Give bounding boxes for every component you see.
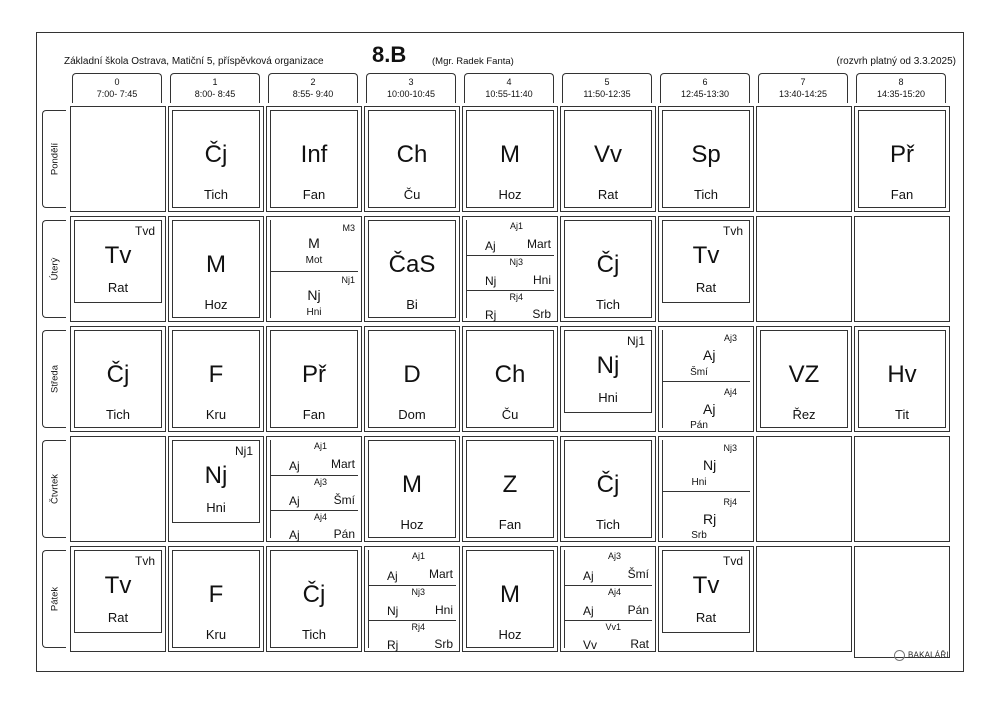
lesson-teacher: Tich: [301, 627, 327, 642]
lesson-teacher: Řez: [792, 407, 816, 422]
lesson-subject: Př: [890, 141, 914, 168]
bakalari-brand: BAKALÁŘI: [908, 650, 949, 660]
lesson-teacher: Pán: [333, 527, 355, 541]
lesson-subject: Z: [502, 471, 518, 498]
lesson-subject: Aj: [289, 459, 300, 473]
lesson-cell-tue-1[interactable]: [168, 216, 264, 322]
period-time: 10:55-11:40: [485, 89, 533, 99]
lesson-subject: M: [500, 581, 520, 608]
day-label-text: Středa: [49, 365, 60, 393]
lesson-teacher: Rat: [107, 280, 129, 295]
period-header-7: [758, 73, 848, 103]
period-header-5: [562, 73, 652, 103]
lesson-subject: Aj: [703, 401, 716, 417]
split-divider: [368, 620, 456, 621]
period-time: 14:35-15:20: [876, 89, 926, 99]
split-divider: [564, 620, 652, 621]
lesson-group: Aj3: [723, 333, 737, 343]
lesson-subject: ČaS: [388, 251, 436, 278]
lesson-cell-fri-1[interactable]: [168, 546, 264, 652]
lesson-teacher: Pán: [690, 420, 708, 431]
lesson-group: Rj4: [509, 292, 523, 302]
lesson-subject: Nj: [596, 352, 620, 379]
lesson-subject: F: [208, 361, 224, 388]
lesson-teacher: Rat: [597, 187, 619, 202]
period-header-6: [660, 73, 750, 103]
day-label-monday: [42, 110, 66, 208]
lesson-teacher: Šmí: [627, 567, 649, 581]
lesson-cell-tue-2[interactable]: [266, 216, 362, 322]
lesson-cell-thu-8: [854, 436, 950, 542]
period-number: 3: [408, 77, 414, 87]
lesson-cell-wed-0[interactable]: [70, 326, 166, 432]
lesson-teacher: Hni: [532, 273, 551, 287]
lesson-teacher: Tich: [595, 517, 621, 532]
period-time: 8:55- 9:40: [292, 89, 334, 99]
lesson-teacher: Hoz: [498, 187, 522, 202]
lesson-group: Aj4: [607, 587, 621, 597]
split-divider: [270, 510, 358, 511]
lesson-subject: M: [402, 471, 422, 498]
split-divider: [270, 271, 358, 272]
lesson-group: Rj4: [411, 622, 425, 632]
lesson-subject: Ch: [396, 141, 428, 168]
lesson-teacher: Hni: [691, 477, 707, 488]
lesson-teacher: Šmí: [333, 493, 355, 507]
lesson-subject: D: [403, 361, 421, 388]
lesson-group: Nj1: [626, 334, 645, 348]
split-divider: [564, 585, 652, 586]
lesson-teacher: Kru: [205, 627, 227, 642]
period-header-4: [464, 73, 554, 103]
lesson-cell-fri-3[interactable]: [364, 546, 460, 652]
bakalari-icon: [894, 650, 905, 661]
lesson-subject: Tv: [104, 572, 132, 599]
lesson-group: Vv1: [605, 622, 621, 632]
period-time: 11:50-12:35: [583, 89, 631, 99]
lesson-group: Tvd: [134, 224, 155, 238]
lesson-cell-thu-3[interactable]: [364, 436, 460, 542]
lesson-cell-tue-4[interactable]: [462, 216, 558, 322]
lesson-cell-wed-7[interactable]: [756, 326, 852, 432]
lesson-teacher: Dom: [398, 407, 426, 422]
lesson-teacher: Tich: [105, 407, 131, 422]
lesson-teacher: Tit: [895, 407, 909, 422]
lesson-cell-fri-7: [756, 546, 852, 652]
lesson-subject: Nj: [204, 462, 228, 489]
lesson-cell-tue-0[interactable]: [70, 216, 166, 322]
day-label-text: Pátek: [49, 586, 60, 612]
lesson-cell-wed-6[interactable]: [658, 326, 754, 432]
lesson-teacher: Mart: [331, 457, 355, 471]
lesson-subject: Tv: [692, 242, 720, 269]
lesson-subject: Vv: [593, 141, 622, 168]
lesson-subject: Tv: [692, 572, 720, 599]
lesson-subject: Inf: [300, 141, 328, 168]
lesson-cell-mon-5[interactable]: [560, 106, 656, 212]
lesson-cell-tue-8: [854, 216, 950, 322]
lesson-subject: Aj: [289, 528, 300, 542]
lesson-cell-mon-4[interactable]: [462, 106, 558, 212]
lesson-group: Tvd: [722, 554, 743, 568]
lesson-group: Aj1: [313, 441, 327, 451]
lesson-group: Aj4: [313, 512, 327, 522]
lesson-group: Tvh: [722, 224, 743, 238]
lesson-subject: Aj: [387, 569, 398, 583]
period-number: 1: [212, 77, 218, 87]
lesson-cell-mon-8[interactable]: [854, 106, 950, 212]
lesson-subject: VZ: [788, 361, 820, 388]
lesson-subject: Aj: [703, 347, 716, 363]
lesson-subject: Rj: [387, 638, 399, 652]
lesson-teacher: Mart: [527, 237, 551, 251]
split-divider: [662, 381, 750, 382]
lesson-cell-tue-6[interactable]: [658, 216, 754, 322]
lesson-group: Nj1: [234, 444, 253, 458]
lesson-teacher: Rat: [695, 280, 717, 295]
lesson-cell-fri-2[interactable]: [266, 546, 362, 652]
lesson-teacher: Srb: [434, 637, 453, 651]
period-time: 7:00- 7:45: [96, 89, 138, 99]
day-label-text: Úterý: [49, 257, 60, 281]
lesson-cell-tue-5[interactable]: [560, 216, 656, 322]
lesson-group: Aj1: [411, 551, 425, 561]
lesson-teacher: Hni: [598, 390, 618, 405]
lesson-cell-thu-6[interactable]: [658, 436, 754, 542]
lesson-group: Nj3: [509, 257, 523, 267]
lesson-cell-fri-8: [854, 546, 950, 658]
split-border: [564, 550, 565, 648]
lesson-cell-mon-0: [70, 106, 166, 212]
period-time: 12:45-13:30: [680, 89, 730, 99]
lesson-subject: Rj: [485, 308, 497, 322]
lesson-group: M3: [342, 223, 355, 233]
period-header-1: [170, 73, 260, 103]
lesson-teacher: Hni: [434, 603, 453, 617]
lesson-cell-thu-0: [70, 436, 166, 542]
lesson-teacher: Bi: [406, 297, 418, 312]
lesson-teacher: Tich: [203, 187, 229, 202]
lesson-teacher: Ču: [501, 407, 519, 422]
period-number: 5: [604, 77, 610, 87]
lesson-cell-mon-6[interactable]: [658, 106, 754, 212]
lesson-teacher: Hoz: [498, 627, 522, 642]
lesson-subject: Ch: [494, 361, 526, 388]
lesson-subject: Vv: [583, 638, 598, 652]
lesson-subject: Čj: [596, 251, 620, 278]
lesson-cell-mon-1[interactable]: [168, 106, 264, 212]
lesson-teacher: Fan: [890, 187, 914, 202]
period-number: 4: [506, 77, 512, 87]
lesson-teacher: Mot: [305, 255, 323, 266]
lesson-teacher: Rat: [107, 610, 129, 625]
period-number: 7: [800, 77, 806, 87]
lesson-cell-thu-7: [756, 436, 852, 542]
lesson-cell-mon-7: [756, 106, 852, 212]
lesson-teacher: Hoz: [204, 297, 228, 312]
split-border: [662, 330, 663, 428]
day-label-friday: [42, 550, 66, 648]
lesson-teacher: Kru: [205, 407, 227, 422]
split-border: [270, 440, 271, 538]
lesson-cell-tue-7: [756, 216, 852, 322]
lesson-group: Rj4: [723, 497, 737, 507]
split-border: [662, 440, 663, 538]
lesson-teacher: Tich: [595, 297, 621, 312]
lesson-subject: Tv: [104, 242, 132, 269]
lesson-subject: Př: [302, 361, 326, 388]
lesson-subject: Aj: [485, 239, 496, 253]
bakalari-logo: [894, 650, 949, 661]
lesson-group: Nj1: [341, 275, 355, 285]
split-border: [368, 550, 369, 648]
lesson-subject: M: [500, 141, 520, 168]
lesson-teacher: Fan: [498, 517, 522, 532]
period-number: 8: [898, 77, 904, 87]
lesson-cell-mon-3[interactable]: [364, 106, 460, 212]
lesson-cell-fri-4[interactable]: [462, 546, 558, 652]
school-name: Základní škola Ostrava, Matiční 5, příspěvková organizace: [64, 56, 324, 67]
period-header-3: [366, 73, 456, 103]
lesson-cell-wed-5[interactable]: [560, 326, 656, 432]
lesson-cell-wed-3[interactable]: [364, 326, 460, 432]
lesson-teacher: Mart: [429, 567, 453, 581]
lesson-cell-wed-1[interactable]: [168, 326, 264, 432]
lesson-subject: Aj: [583, 604, 594, 618]
period-header-2: [268, 73, 358, 103]
class-name: 8.B: [372, 42, 407, 67]
lesson-cell-thu-5[interactable]: [560, 436, 656, 542]
lesson-group: Nj3: [723, 443, 737, 453]
lesson-cell-wed-2[interactable]: [266, 326, 362, 432]
lesson-cell-tue-3[interactable]: [364, 216, 460, 322]
lesson-subject: Čj: [596, 471, 620, 498]
lesson-cell-thu-1[interactable]: [168, 436, 264, 542]
lesson-group: Nj3: [411, 587, 425, 597]
lesson-subject: Nj: [703, 457, 717, 473]
lesson-group: Aj1: [509, 221, 523, 231]
lesson-subject: Čj: [302, 581, 326, 608]
lesson-cell-mon-2[interactable]: [266, 106, 362, 212]
day-label-wednesday: [42, 330, 66, 428]
period-time: 10:00-10:45: [386, 89, 436, 99]
lesson-teacher: Rat: [695, 610, 717, 625]
period-number: 2: [310, 77, 316, 87]
lesson-teacher: Srb: [691, 530, 707, 541]
lesson-teacher: Fan: [302, 187, 326, 202]
split-border: [466, 220, 467, 318]
lesson-subject: Čj: [106, 361, 130, 388]
lesson-teacher: Rat: [630, 637, 649, 651]
lesson-teacher: Hoz: [400, 517, 424, 532]
lesson-cell-wed-4[interactable]: [462, 326, 558, 432]
lesson-teacher: Ču: [403, 187, 421, 202]
lesson-subject: Nj: [307, 287, 321, 303]
class-teacher: (Mgr. Radek Fanta): [432, 56, 514, 67]
period-header-8: [856, 73, 946, 103]
lesson-teacher: Tich: [693, 187, 719, 202]
lesson-group: Aj3: [607, 551, 621, 561]
lesson-teacher: Pán: [627, 603, 649, 617]
split-divider: [662, 491, 750, 492]
day-label-thursday: [42, 440, 66, 538]
lesson-cell-thu-2[interactable]: [266, 436, 362, 542]
split-divider: [466, 290, 554, 291]
lesson-group: Tvh: [134, 554, 155, 568]
day-label-tuesday: [42, 220, 66, 318]
period-number: 6: [702, 77, 708, 87]
lesson-subject: Nj: [485, 274, 497, 288]
period-number: 0: [114, 77, 120, 87]
split-divider: [368, 585, 456, 586]
split-divider: [466, 255, 554, 256]
lesson-subject: Hv: [887, 361, 917, 388]
lesson-teacher: Šmí: [690, 367, 708, 378]
lesson-cell-fri-6[interactable]: [658, 546, 754, 652]
lesson-cell-fri-0[interactable]: [70, 546, 166, 652]
lesson-subject: M: [308, 235, 320, 251]
lesson-subject: Aj: [583, 569, 594, 583]
lesson-subject: Rj: [703, 511, 717, 527]
lesson-teacher: Hni: [206, 500, 226, 515]
lesson-cell-fri-5[interactable]: [560, 546, 656, 652]
lesson-cell-wed-8[interactable]: [854, 326, 950, 432]
lesson-subject: M: [206, 251, 226, 278]
lesson-group: Aj4: [723, 387, 737, 397]
period-time: 8:00- 8:45: [194, 89, 236, 99]
day-label-text: Pondělí: [49, 142, 60, 176]
day-label-text: Čtvrtek: [49, 473, 60, 505]
lesson-teacher: Fan: [302, 407, 326, 422]
lesson-cell-thu-4[interactable]: [462, 436, 558, 542]
period-time: 13:40-14:25: [778, 89, 828, 99]
split-divider: [270, 475, 358, 476]
lesson-subject: Čj: [204, 141, 228, 168]
lesson-teacher: Hni: [306, 307, 322, 318]
lesson-subject: Nj: [387, 604, 399, 618]
lesson-subject: Aj: [289, 494, 300, 508]
period-header-0: [72, 73, 162, 103]
lesson-group: Aj3: [313, 477, 327, 487]
lesson-subject: F: [208, 581, 224, 608]
lesson-teacher: Srb: [532, 307, 551, 321]
lesson-subject: Sp: [691, 141, 721, 168]
validity-note: (rozvrh platný od 3.3.2025): [836, 56, 956, 67]
